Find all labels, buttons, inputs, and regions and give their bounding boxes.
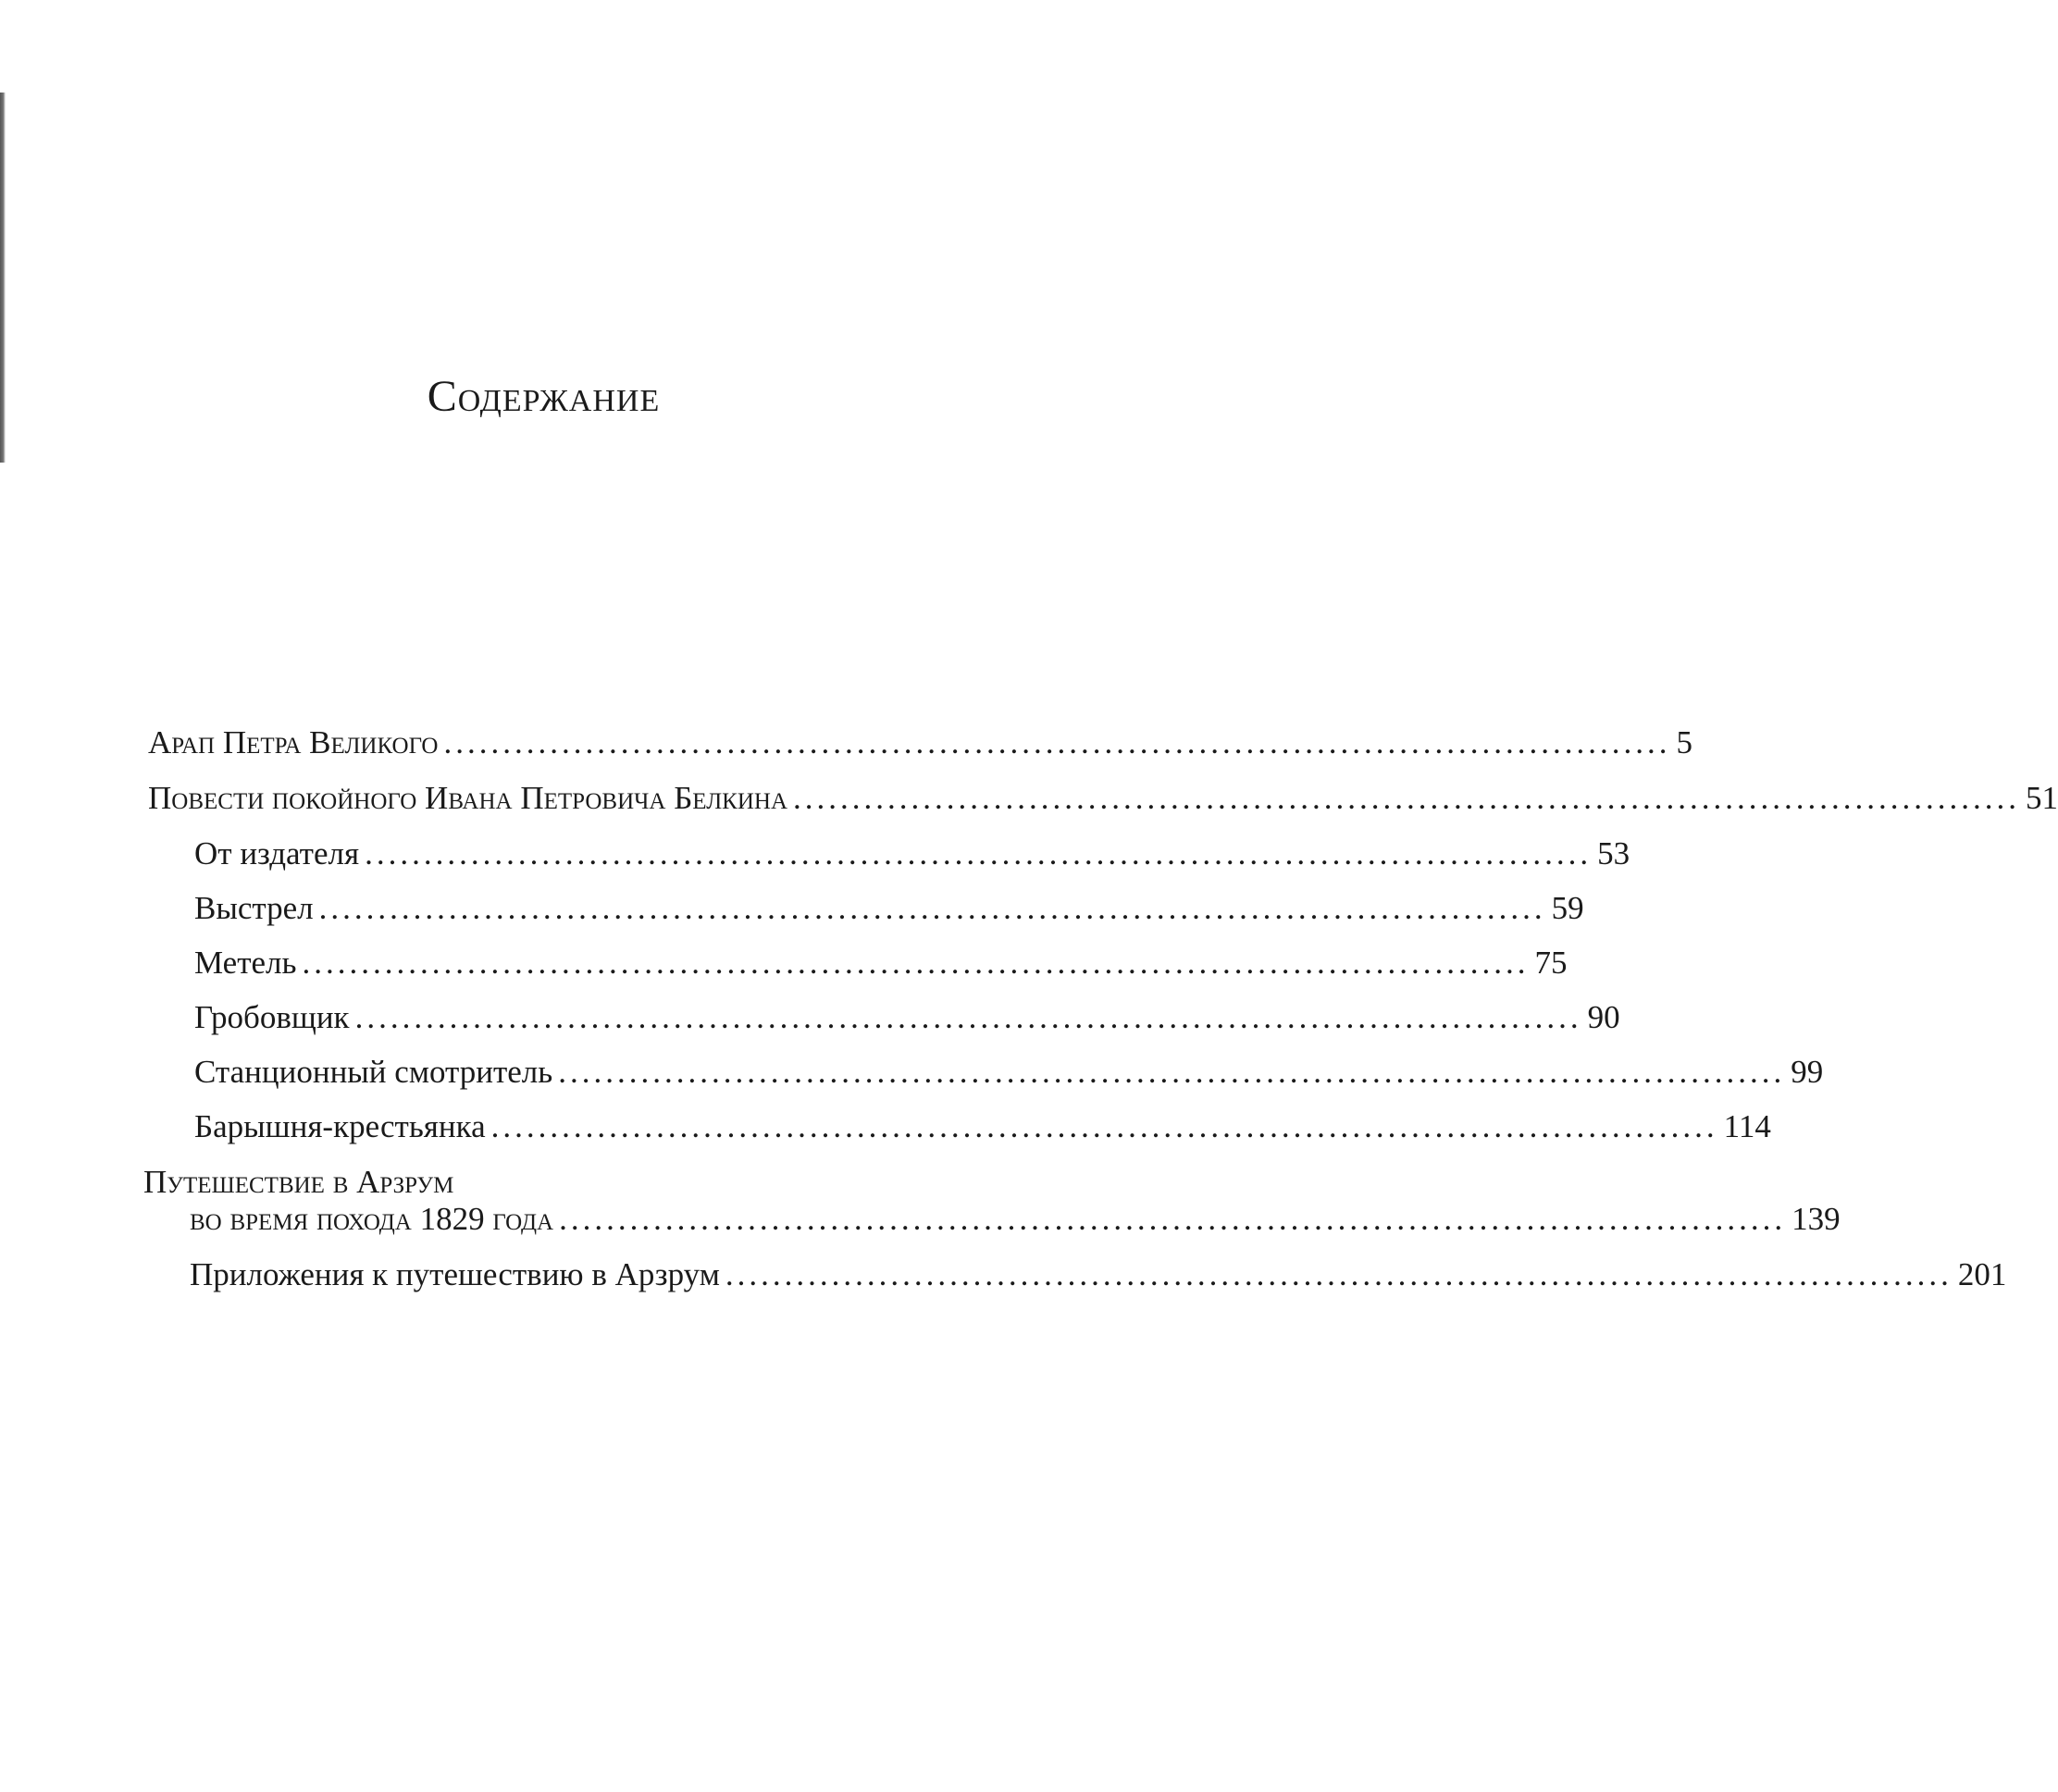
toc-entry-belkin [148,780,2058,816]
toc-entry-page: 53 [1597,835,1630,871]
toc-entry-arap [148,724,1692,760]
toc-entry-page: 139 [1791,1201,1841,1237]
toc-entry-page: 90 [1587,999,1620,1035]
toc-entry-label: Гробовщик [194,999,350,1035]
toc-entry-label: Приложения к путешествию в Арзрум [190,1256,720,1292]
toc-leader-dots: ........................................................................................................ [725,1256,1953,1292]
toc-leader-dots: ........................................................................................................ [318,890,1546,926]
toc-entry-page: 59 [1551,890,1584,926]
toc-entry-page: 51 [2026,780,2058,816]
toc-entry-vystrel [194,890,1584,926]
toc-entry-page: 201 [1957,1256,2007,1292]
toc-entry-label: Повести покойного Ивана Петровича Белкина [148,780,788,816]
toc-entry-label: От издателя [194,835,360,871]
toc-leader-dots: ........................................................................................................ [443,724,1671,760]
toc-entry-page: 75 [1534,945,1568,981]
toc-leader-dots: ........................................................................................................ [559,1201,1787,1237]
toc-entry-metel [194,945,1568,981]
toc-entry-page: 99 [1791,1054,1824,1090]
toc-leader-dots: ........................................................................................................ [558,1054,1786,1090]
toc-leader-dots: ........................................................................................................ [793,780,2021,816]
toc-entry-arzrum-line1: Путешествие в Арзрум [143,1164,454,1200]
toc-entry-label: Выстрел [194,890,314,926]
toc-entry-grobovshchik [194,999,1620,1035]
toc-leader-dots: ........................................................................................................ [490,1108,1718,1144]
toc-entry-page: 114 [1723,1108,1771,1144]
toc-leader-dots: ........................................................................................................ [365,835,1593,871]
toc-leader-dots: ........................................................................................................ [354,999,1582,1035]
toc-entry-ot-izdatelya [194,835,1630,871]
toc-entry-stantsionny [194,1054,1824,1090]
toc-entry-baryshnya [194,1108,1771,1144]
toc-entry-page: 5 [1676,724,1692,760]
toc-leader-dots: ........................................................................................................ [302,945,1530,981]
toc-entry-label: во время похода 1829 года [190,1201,554,1237]
toc-entry-label: Арап Петра Великого [148,724,439,760]
toc-entry-prilozheniya [190,1256,2007,1292]
toc-entry-label: Станционный смотритель [194,1054,553,1090]
page-title: Содержание [427,372,661,421]
toc-entry-label: Барышня-крестьянка [194,1108,486,1144]
toc-entry-arzrum [190,1201,1841,1237]
toc-entry-label: Метель [194,945,297,981]
